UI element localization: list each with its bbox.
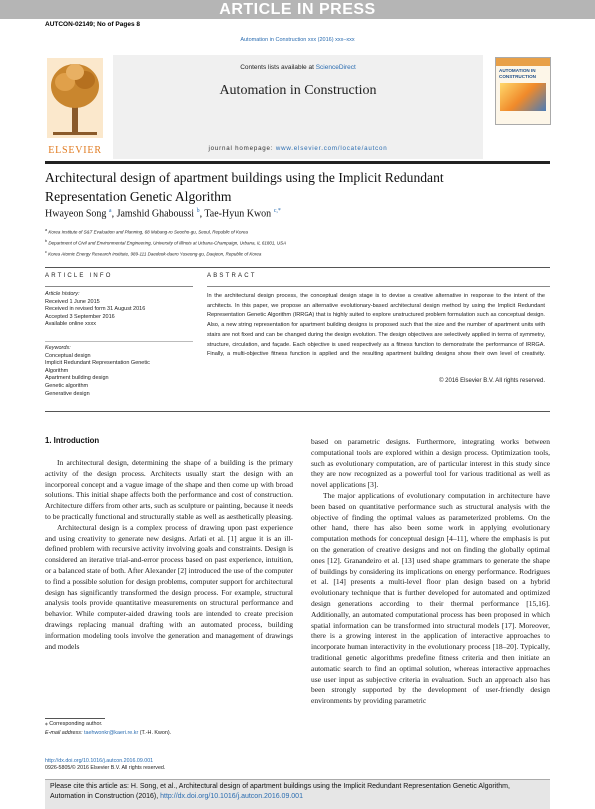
author-affiliation-mark[interactable]: c,*	[273, 208, 281, 214]
journal-citation-line[interactable]: Automation in Construction xxx (2016) xxx–xxx	[240, 37, 355, 43]
abstract-divider	[207, 286, 550, 287]
doi-link[interactable]: http://dx.doi.org/10.1016/j.autcon.2016.09.001	[45, 758, 154, 764]
affiliation-text: Korea Atomic Energy Research Institute, 989-111 Daedeok-daero Yuseong-gu, Daejeon, Republic of Korea	[48, 251, 262, 257]
keyword: Genetic algorithm	[45, 382, 89, 389]
body-paragraph: Architectural design is a complex process of drawing upon past experience and using creativity to generate new designs. Arlati et al. [1] argue it is an ill-defined problem with recursive activity involving goals and constraints. Design is considered an iterative trial-and-error process based on past experience, intuition, or a balanced state of both. After Alexander [2] introduced the use of the computer to find a possible solution for design problems, computer support for architectural design has significantly transformed the design process. For example, structural analysis tools provide quantitative measurements on structural performance and behavior. While computer-aided drawing tools are intended to create precision drawings replacing manual drafting with an automated process, building information modeling tools involve the generation and management of drawings and models	[45, 522, 293, 651]
article-in-press-banner: ARTICLE IN PRESS	[0, 0, 595, 19]
affiliation-list	[45, 226, 550, 258]
email-suffix: (T.-H. Kwon).	[138, 730, 172, 736]
corresponding-label: ⁎ Corresponding author.	[45, 721, 103, 727]
keyword: Conceptual design	[45, 352, 91, 359]
footnote-divider	[45, 718, 105, 719]
history-item: Available online xxxx	[45, 321, 96, 328]
journal-title: Automation in Construction	[219, 83, 377, 98]
author-name: Hwayeon Song	[45, 208, 107, 220]
author-affiliation-mark[interactable]: b	[196, 208, 200, 214]
section-heading-introduction: 1. Introduction	[45, 436, 100, 445]
affiliation-divider	[45, 267, 550, 268]
cover-title: AUTOMATION IN CONSTRUCTION	[499, 68, 537, 79]
cite-doi-link[interactable]: http://dx.doi.org/10.1016/j.autcon.2016.09.001	[160, 792, 303, 800]
author-list: Hwayeon Song $^a$, Jamshid Ghaboussi $^b$, Tae-Hyun Kwon $^{c,*}$	[45, 208, 281, 220]
article-info-heading: ARTICLE INFO	[45, 273, 113, 279]
history-item: Received in revised form 31 August 2016	[45, 306, 146, 313]
keyword: Apartment building design	[45, 375, 109, 382]
history-label: Article history:	[45, 291, 80, 297]
article-history	[45, 291, 195, 329]
keyword: Implicit Redundant Representation Genetic Algorithm	[45, 360, 150, 374]
email-line	[45, 729, 171, 738]
affiliation-text: Department of Civil and Environmental Engineering, University of Illinois at Urbana-Champaign, Urbana, IL 61801, USA	[48, 240, 287, 246]
keyword: Generative design	[45, 390, 90, 397]
cite-this-article-box	[45, 779, 550, 809]
body-paragraph: based on parametric designs. Furthermore, integrating works between computational tools are explored within a design process. Optimization tools, such as evolutionary computation, are of particular interest in this study since they are now recognized as a powerful tool for various traditional as well as novel applications [3].	[311, 437, 550, 490]
journal-header	[45, 55, 550, 165]
body-column-right	[311, 437, 550, 707]
sciencedirect-link[interactable]: ScienceDirect	[315, 64, 356, 71]
doi-block	[45, 758, 165, 772]
journal-homepage	[113, 145, 483, 152]
history-item: Accepted 3 September 2016	[45, 313, 115, 320]
affiliation-key: a	[45, 228, 48, 232]
tree-icon	[47, 58, 103, 138]
affiliation	[45, 248, 550, 259]
issn-line: 0926-5805/© 2016 Elsevier B.V. All rights reserved.	[45, 764, 166, 771]
author-name: Jamshid Ghaboussi	[116, 208, 195, 220]
cover-band	[496, 58, 550, 66]
author-affiliation-mark[interactable]: a	[108, 208, 112, 214]
body-paragraph: The major applications of evolutionary computation in architecture have been based on quantitative performance such as structural analysis with the objective of finding the optimal values as parameterized problems. On the other hand, there has also been some work in applying evolutionary computation methods for conceptual design [4–11], where the emphasis is put on the generation of creative designs and not on finding the globally optimal ones [12]. Granandeiro et al. [13] used shape grammars to generate the shape of buildings by considering its implications on energy performance. Rodrigues et al. [14] presents a multi-level floor plan design based on a hybrid evolutionary technique that is further developed for automated and optimized design generations according to their thermal performance [15,16]. Additionally, an automated computational process has been proposed in which spatial information can be transformed into structural models [17]. Moreover, there is a growing interest in the application of interactive approaches to incorporate human interactivity in the evolutionary process [18–20]. Typically, traditional genetic algorithms predefine fitness criteria and then initiate an automatic search to find an optimal solution, whereas interactive approaches use user input as subjective criteria in evaluation. Such an approach also has been strongly supported by the development of user-friendly design environments by providing parametric	[311, 490, 550, 706]
affiliation	[45, 226, 550, 237]
article-info-divider	[45, 286, 193, 287]
keywords-label: Keywords:	[45, 345, 71, 351]
affiliation-key: c	[45, 249, 47, 254]
cite-text: Please cite this article as: H. Song, et al., Architectural design of apartment buildings using the Implicit Redundant Representation Genetic Algorithm, Automation in Construction (2016),	[50, 783, 510, 800]
corresponding-author-footnote	[45, 720, 171, 738]
affiliation-key: b	[45, 238, 48, 243]
header-divider	[45, 161, 550, 164]
cover-image	[500, 83, 546, 111]
author-name: Tae-Hyun Kwon	[204, 208, 272, 220]
keywords-divider	[45, 341, 193, 342]
article-reference: AUTCON-02149; No of Pages 8	[45, 21, 140, 28]
journal-cover-thumbnail	[495, 57, 551, 125]
elsevier-logo	[45, 58, 105, 158]
body-divider	[45, 411, 550, 412]
homepage-label: journal homepage:	[208, 145, 276, 152]
copyright-notice: © 2016 Elsevier B.V. All rights reserved.	[439, 378, 545, 384]
affiliation-text: Korea Institute of S&T Evaluation and Planning, 68 Mabang-ro Seocho-gu, Seoul, Republic of Korea	[48, 229, 248, 235]
body-paragraph: In architectural design, determining the shape of a building is the primary activity of the design process. Architects usually start the design with an incorporeal concept and a vague image of the shape and then come up with broad solutions. This initial shape affects both the performance and cost of construction. Architecture differs from other arts, such as sculpture or painting, because it needs to be practically functional and structurally stable as well as aesthetically pleasing.	[45, 458, 293, 521]
abstract-heading: ABSTRACT	[207, 273, 257, 279]
email-label: E-mail address:	[45, 730, 84, 736]
abstract-text: In the architectural design process, the conceptual design stage is to devise a creative alternative in response to the intent of the architects. In this paper, we propose an alternative evolutionary-based architectural design method by using the Implicit Redundant Representation Genetic Algorithm (IRRGA) that is highly suited to explore unstructured problem formulation such as conceptual design. Also, a new string representation for apartment building designs is proposed such that the size and the number of apartment units with stairs are not fixed and can be changed during the design evolution. The design objectives are selectively applied in terms of symmetry, structure, circulation, and façade. Each objective is used respectively as a fitness function to demonstrate the performance of IRRGA. Finally, a multi-objective fitness function is applied and the resulting apartment building designs show their own level of creativity.	[207, 293, 545, 358]
body-column-left	[45, 458, 293, 652]
contents-line	[113, 64, 483, 71]
publisher-name: ELSEVIER	[48, 145, 102, 156]
keyword-list	[45, 345, 165, 398]
affiliation	[45, 237, 550, 248]
abstract-body	[207, 292, 545, 360]
homepage-link[interactable]: www.elsevier.com/locate/autcon	[275, 145, 388, 152]
contents-prefix: Contents lists available at	[240, 64, 316, 71]
journal-masthead	[113, 55, 483, 159]
paper-title: Architectural design of apartment buildings using the Implicit Redundant Representation Genetic Algorithm	[45, 170, 444, 204]
email-link[interactable]: taehwonkr@kaeri.re.kr	[83, 730, 139, 736]
history-item: Received 1 June 2015	[45, 298, 100, 305]
